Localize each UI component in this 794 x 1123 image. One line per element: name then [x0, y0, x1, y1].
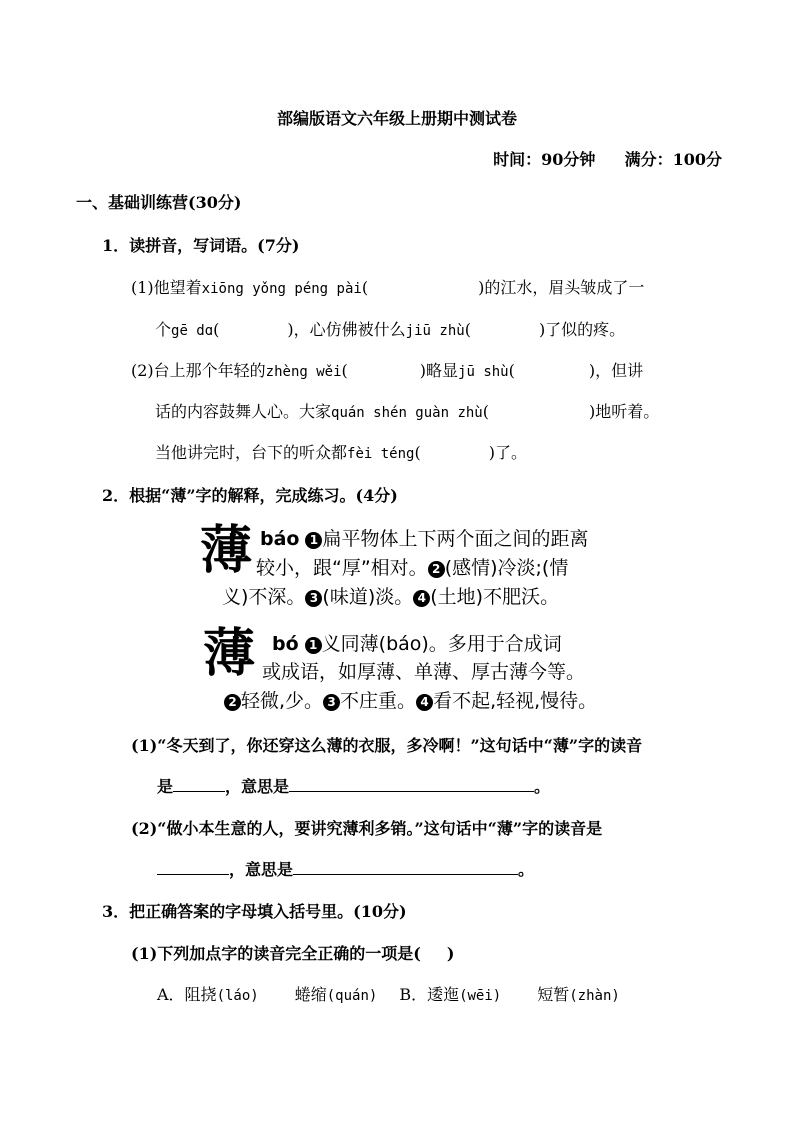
sense-number: 4 [416, 694, 433, 711]
q1-line-1 [131, 275, 644, 298]
q1-pinyin: jū shù [458, 364, 509, 380]
dict-text: (土地)不肥沃。 [430, 586, 560, 608]
q1-text: 当他讲完时，台下的听众都 [155, 443, 348, 462]
q3-options [157, 982, 620, 1005]
dict-entry-1-line-1 [260, 524, 589, 551]
option-pinyin: (wēi) [459, 988, 502, 1004]
q1-line-5 [155, 440, 527, 463]
question-3-title: 3．把正确答案的字母填入括号里。(10分) [102, 902, 407, 921]
dict-text: 或成语，如厚薄、单薄、厚古薄今等。 [262, 661, 586, 683]
q1-line-4 [155, 399, 659, 422]
q1-text: )了似的疼。 [538, 320, 626, 339]
dict-text: 扁平物体上下两个面之间的距离 [322, 528, 589, 550]
answer-blank-pronunciation[interactable] [157, 873, 229, 875]
dict-text: 较小，跟“厚”相对。 [256, 557, 428, 579]
answer-blank-pronunciation[interactable] [173, 790, 225, 792]
q1-text: 话的内容鼓舞人心。大家 [155, 402, 332, 421]
dict-entry-1-line-2 [256, 553, 568, 580]
q1-text: )的江水，眉头皱成了一 [478, 278, 645, 297]
dict-entry-1-line-3 [222, 582, 559, 609]
q3-sub-1 [131, 941, 454, 964]
option-word: 短暂 [537, 985, 570, 1004]
answer-blank-meaning[interactable] [293, 873, 518, 875]
q2-text: ，意思是 [229, 860, 294, 879]
q1-text: )地听着。 [588, 402, 660, 421]
question-1-title: 1．读拼音，写词语。(7分) [102, 236, 300, 255]
q1-open-paren: ( [361, 278, 369, 297]
q1-open-paren: ( [464, 320, 471, 339]
q1-line-2 [155, 317, 625, 340]
sense-number: 4 [413, 590, 430, 607]
option-pinyin: (zhàn) [569, 988, 620, 1004]
option-word: 蜷缩 [294, 985, 327, 1004]
sense-number: 1 [305, 637, 322, 654]
q1-open-paren: ( [341, 361, 348, 380]
dict-text: (感情)冷淡;(情 [444, 557, 569, 579]
q1-text: )，但讲 [588, 361, 644, 380]
q1-pinyin: jiū zhù [405, 323, 465, 339]
exam-meta [493, 147, 722, 170]
option-b-label: B．逶迤 [399, 985, 460, 1004]
q1-pinyin: fèi téng [347, 446, 415, 462]
q2-text: ，意思是 [225, 777, 290, 796]
q2-sub-2-answer [157, 857, 534, 880]
q2-sub-1-answer [157, 774, 550, 797]
q1-open-paren: ( [213, 320, 220, 339]
q3-text: (1)下列加点字的读音完全正确的一项是( [131, 944, 421, 963]
q1-text: (1)他望着 [131, 278, 202, 297]
dict-text: 义)不深。 [222, 586, 306, 608]
q1-pinyin: gē dɑ [171, 323, 214, 339]
q1-text: )了。 [488, 443, 527, 462]
q2-sub-2: (2)“做小本生意的人，要讲究薄利多销。”这句话中“薄”字的读音是 [131, 819, 603, 838]
q1-pinyin: zhèng wěi [265, 364, 342, 380]
q1-text: (2)台上那个年轻的 [131, 361, 266, 380]
option-pinyin: (quán) [326, 988, 378, 1004]
q2-period: 。 [534, 777, 551, 796]
dict-pinyin: báo [260, 528, 300, 550]
exam-score: 满分：100分 [624, 150, 722, 169]
option-pinyin: (láo) [216, 988, 259, 1004]
exam-title: 部编版语文六年级上册期中测试卷 [276, 109, 517, 128]
dictionary-character: 薄 [200, 521, 253, 581]
q2-text: 是 [157, 777, 174, 796]
question-2-title: 2．根据“薄”字的解释，完成练习。(4分) [102, 486, 398, 505]
answer-blank-meaning[interactable] [289, 790, 534, 792]
q3-text: ) [446, 944, 455, 963]
q2-period: 。 [518, 860, 535, 879]
q1-open-paren: ( [508, 361, 515, 380]
section-heading: 一、基础训练营(30分) [76, 193, 242, 212]
dict-text: 看不起,轻视,慢待。 [433, 690, 598, 712]
sense-number: 2 [224, 694, 241, 711]
sense-number: 2 [428, 561, 445, 578]
sense-number: 3 [323, 694, 340, 711]
dict-text: 不庄重。 [340, 690, 417, 712]
sense-number: 3 [305, 590, 322, 607]
option-a-label: A．阻挠 [157, 985, 217, 1004]
dict-text: 义同薄(báo)。多用于合成词 [321, 633, 562, 655]
q1-text: 个 [155, 320, 172, 339]
exam-time: 时间：90分钟 [493, 150, 596, 169]
dictionary-character: 薄 [203, 624, 256, 684]
dict-pinyin: bó [272, 633, 299, 655]
q1-open-paren: ( [414, 443, 421, 462]
dict-entry-2-line-2 [262, 657, 585, 684]
q1-line-3 [131, 358, 643, 381]
sense-number: 1 [305, 532, 322, 549]
dict-entry-2-line-1 [272, 629, 562, 656]
q1-text: )略显 [419, 361, 459, 380]
dict-text: 轻微,少。 [241, 690, 324, 712]
q1-pinyin: xiōng yǒng péng pài [201, 281, 362, 297]
q2-sub-1: (1)“冬天到了，你还穿这么薄的衣服，多冷啊！”这句话中“薄”字的读音 [131, 736, 643, 755]
dict-entry-2-line-3 [224, 686, 597, 713]
q1-text: )，心仿佛被什么 [287, 320, 406, 339]
q1-pinyin: quán shén guàn zhù [331, 405, 483, 421]
q1-open-paren: ( [482, 402, 489, 421]
dict-text: (味道)淡。 [322, 586, 414, 608]
